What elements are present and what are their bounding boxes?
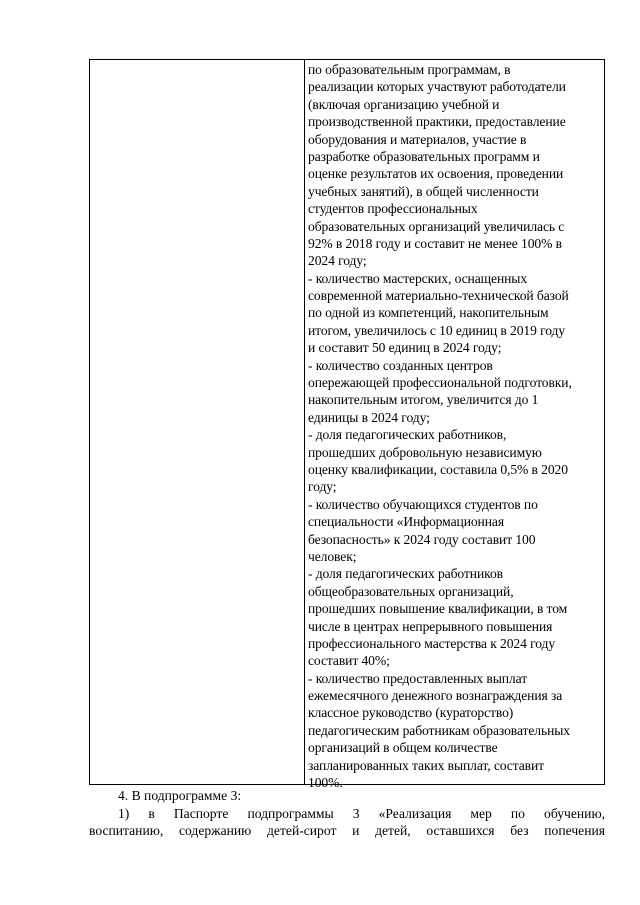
- cell-text-line: итогом, увеличилось с 10 единиц в 2019 году: [308, 322, 566, 338]
- cell-text-line: - доля педагогических работников,: [308, 427, 507, 443]
- cell-text-line: и составит 50 единиц в 2024 году;: [308, 340, 502, 356]
- cell-text-line: - количество обучающихся студентов по: [308, 496, 538, 512]
- subprogram-heading: 4. В подпрограмме 3:: [118, 788, 242, 803]
- cell-text-line: прошедших повышение квалификации, в том: [308, 601, 568, 617]
- cell-text-line: оценку квалификации, составила 0,5% в 2020: [308, 461, 568, 477]
- passport-table: [89, 59, 605, 791]
- cell-text-line: 2024 году;: [308, 253, 367, 269]
- table-right-cell: [305, 60, 604, 791]
- cell-text-line: педагогическим работникам образовательных: [308, 722, 570, 738]
- cell-text-line: составит 40%;: [308, 653, 390, 669]
- cell-text-line: оборудования и материалов, участие в: [308, 131, 527, 147]
- cell-text-line: безопасность» к 2024 году составит 100: [308, 531, 536, 547]
- cell-text-line: общеобразовательных организаций,: [308, 583, 514, 599]
- cell-text-line: специальности «Информационная: [308, 514, 504, 530]
- cell-text-line: числе в центрах непрерывного повышения: [308, 618, 553, 634]
- cell-text-line: - количество предоставленных выплат: [308, 670, 528, 686]
- cell-text-line: году;: [308, 479, 337, 495]
- paragraph-line-1: 1) в Паспорте подпрограммы 3 «Реализация мер по обучению,: [118, 805, 605, 821]
- cell-text-line: единицы в 2024 году;: [308, 409, 430, 425]
- cell-text-line: запланированных таких выплат, составит: [308, 757, 545, 773]
- cell-text-line: прошедших добровольную независимую: [308, 444, 542, 460]
- paragraph-line-2: воспитанию, содержанию детей-сирот и детей, оставшихся без попечения: [89, 823, 605, 839]
- cell-text-line: накопительным итогом, увеличится до 1: [308, 392, 539, 408]
- cell-text-line: разработке образовательных программ и: [308, 148, 540, 164]
- cell-text-line: опережающей профессиональной подготовки,: [308, 375, 572, 391]
- cell-text-line: 100%.: [308, 775, 343, 791]
- cell-text-line: организаций в общем количестве: [308, 740, 498, 756]
- cell-text-line: по одной из компетенций, накопительным: [308, 305, 549, 321]
- cell-text-line: ежемесячного денежного вознаграждения за: [308, 688, 563, 704]
- cell-text-line: производственной практики, предоставление: [308, 114, 566, 130]
- cell-text-line: реализации которых участвуют работодатели: [308, 79, 566, 95]
- body-text: [89, 787, 605, 840]
- cell-text-line: - доля педагогических работников: [308, 566, 503, 582]
- cell-text-line: современной материально-технической базой: [308, 288, 569, 304]
- cell-text-line: - количество мастерских, оснащенных: [308, 270, 528, 286]
- cell-text-line: человек;: [308, 548, 357, 564]
- cell-text-line: образовательных организаций увеличилась с: [308, 218, 565, 234]
- cell-text-line: учебных занятий), в общей численности: [308, 183, 539, 199]
- cell-text-line: - количество созданных центров: [308, 357, 493, 373]
- cell-text-line: профессионального мастерства к 2024 году: [308, 635, 556, 651]
- cell-text-line: оценке результатов их освоения, проведении: [308, 166, 564, 182]
- cell-text-line: студентов профессиональных: [308, 201, 478, 217]
- cell-text-line: по образовательным программам, в: [308, 62, 511, 77]
- cell-text-line: 92% в 2018 году и составит не менее 100% в: [308, 235, 562, 251]
- cell-text-line: (включая организацию учебной и: [308, 96, 500, 112]
- table-left-cell: [90, 60, 305, 784]
- cell-text-line: классное руководство (кураторство): [308, 705, 514, 721]
